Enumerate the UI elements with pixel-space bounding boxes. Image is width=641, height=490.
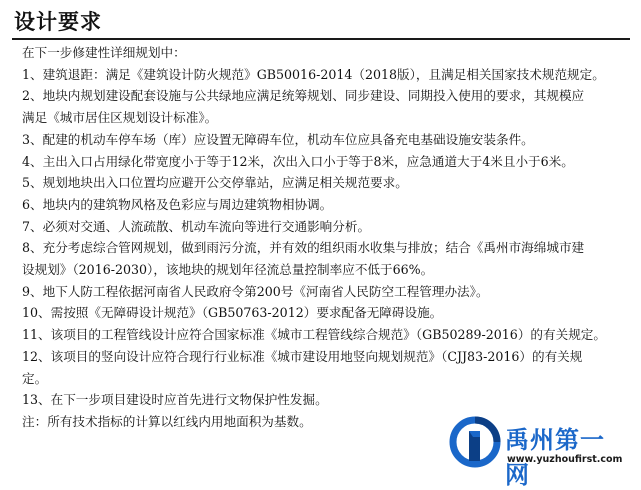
requirement-line: 10、需按照《无障碍设计规范》（GB50763-2012）要求配备无障碍设施。 [22, 305, 443, 321]
requirement-line: 13、在下一步项目建设时应首先进行文物保护性发掘。 [22, 392, 328, 408]
requirement-line: 设规划》（2016-2030），该地块的规划年径流总量控制率应不低于66%。 [22, 262, 434, 278]
requirement-line: 定。 [22, 370, 48, 386]
requirement-line: 8、充分考虑综合管网规划，做到雨污分流，并有效的组织雨水收集与排放；结合《禹州市海绵城市建 [22, 240, 585, 256]
watermark-url: www.yuzhoufirst.com [507, 454, 623, 465]
intro-line: 在下一步修建性详细规划中： [22, 45, 186, 60]
requirement-line: 2、地块内规划建设配套设施与公共绿地应满足统筹规划、同步建设、同期投入使用的要求，其规模应 [22, 88, 585, 104]
requirement-line: 7、必须对交通、人流疏散、机动车流向等进行交通影响分析。 [22, 218, 371, 234]
requirement-line: 满足《城市居住区规划设计标准》。 [22, 110, 218, 126]
requirement-line: 3、配建的机动车停车场（库）应设置无障碍车位，机动车位应具备充电基础设施安装条件。 [22, 131, 534, 147]
site-watermark [449, 414, 629, 489]
requirement-line: 11、该项目的工程管线设计应符合国家标准《城市工程管线综合规范》（GB50289-2016）的有关规定。 [22, 327, 606, 343]
requirement-line: 5、规划地块出入口位置均应避开公交停靠站，应满足相关规范要求。 [22, 175, 408, 191]
requirement-line: 6、地块内的建筑物风格及色彩应与周边建筑物相协调。 [22, 196, 333, 212]
title-divider [12, 38, 630, 40]
watermark-name: 禹州第一网 [505, 426, 605, 489]
requirement-line: 9、地下人防工程依据河南省人民政府令第200号《河南省人民防空工程管理办法》。 [22, 283, 489, 299]
yuzhou-logo-icon [449, 416, 501, 468]
requirements-body [22, 42, 628, 433]
page-title: 设计要求 [14, 10, 102, 34]
requirement-line: 12、该项目的竖向设计应符合现行行业标准《城市建设用地竖向规划规范》（CJJ83-2016）的有关规 [22, 348, 583, 364]
requirement-line: 4、主出入口占用绿化带宽度小于等于12米，次出入口小于等于8米，应急通道大于4米且小于6米。 [22, 153, 574, 169]
requirement-line: 1、建筑退距：满足《建筑设计防火规范》GB50016-2014（2018版），且满足相关国家技术规范规定。 [22, 66, 605, 82]
note-line: 注：所有技术指标的计算以红线内用地面积为基数。 [22, 413, 312, 429]
